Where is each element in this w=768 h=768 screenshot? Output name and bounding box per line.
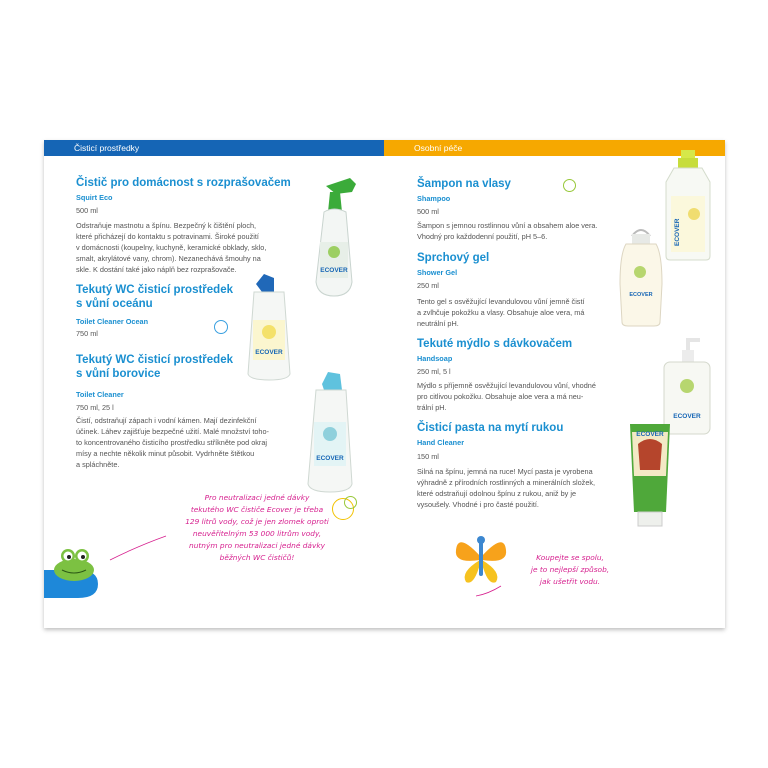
product-volume: 750 ml, 25 l [76, 403, 114, 412]
decorative-circle [214, 320, 228, 334]
product-description [76, 220, 288, 275]
brand-label: ECOVER [316, 455, 344, 462]
spray-bottle-image [306, 172, 362, 298]
product-subtitle-toilet-cleaner: Toilet Cleaner [76, 390, 124, 399]
title-line: s vůní borovice [76, 368, 161, 380]
product-title-toilet-ocean [76, 283, 233, 311]
product-subtitle-squirt-eco: Squirt Eco [76, 193, 113, 202]
toilet-cleaner-pine-image [304, 368, 356, 494]
product-volume: 750 ml [76, 329, 98, 338]
bathing-tip-note [500, 552, 640, 588]
note-line: nutným pro neutralizaci jedné dávky [189, 541, 325, 550]
description-line: a zvlhčuje pokožku a vlasy. Obsahuje aloe vera, má [417, 308, 585, 317]
product-subtitle-toilet-ocean: Toilet Cleaner Ocean [76, 317, 149, 326]
product-title-shampoo: Šampon na vlasy [417, 178, 511, 190]
product-subtitle-shower-gel: Shower Gel [417, 268, 458, 277]
product-description [76, 415, 288, 470]
product-volume: 500 ml [417, 207, 439, 216]
description-line: trální pH. [417, 403, 447, 412]
description-line: Odstraňuje mastnotu a špínu. Bezpečný k čištění ploch, [76, 221, 257, 230]
description-line: smalt, akrylátové vany, chrom). Nezanechává šmouhy na [76, 254, 261, 263]
note-line: jak ušetřit vodu. [539, 577, 601, 586]
product-volume: 500 ml [76, 206, 98, 215]
product-title-toilet-pine [76, 353, 233, 381]
description-line: Čistí, odstraňují zápach i vodní kámen. Mají dezinfekční [76, 416, 257, 425]
description-line: které přicházejí do kontaktu s potravinami. Široké použití [76, 232, 259, 241]
description-line: výhradně z přírodních rostlinných a minerálních složek, [417, 478, 596, 487]
brand-label: ECOVER [673, 413, 701, 420]
description-line: neutrální pH. [417, 319, 459, 328]
product-title-shower-gel: Sprchový gel [417, 252, 490, 264]
description-line: účinek. Láhev zajišťuje bezpečné užití. Malé množství toho- [76, 427, 269, 436]
pointer-line-icon [108, 532, 168, 562]
product-volume: 250 ml [417, 281, 439, 290]
description-line: Tento gel s osvěžující levandulovou vůní jemně čistí [417, 297, 585, 306]
product-title-spray-cleaner: Čistič pro domácnost s rozprašovačem [76, 177, 291, 189]
description-line: Vhodný pro každodenní použití, pH 5–6. [417, 232, 548, 241]
title-line: Tekutý WC čisticí prostředek [76, 284, 233, 296]
left-section-title: Čisticí prostředky [74, 143, 140, 153]
product-subtitle-shampoo: Shampoo [417, 194, 451, 203]
note-line: Koupejte se spolu, [536, 553, 604, 562]
pointer-line-icon [476, 584, 502, 598]
product-description [417, 296, 625, 329]
note-line: je to nejlepší způsob, [530, 565, 610, 574]
product-title-hand-cleaner: Čisticí pasta na mytí rukou [417, 422, 564, 434]
description-line: vysoušely. Vhodné i pro časté použití. [417, 500, 539, 509]
decorative-circle [563, 179, 576, 192]
product-description [417, 220, 629, 242]
description-line: skle. K dostání také jako náplň bez rozprašovače. [76, 265, 237, 274]
description-line: Šampon s jemnou rostlinnou vůní a obsahem aloe vera. [417, 221, 598, 230]
description-line: mísy a nechte několik minut působit. Vydrhněte štětkou [76, 449, 255, 458]
description-line: a spláchněte. [76, 460, 120, 469]
product-title-handsoap: Tekuté mýdlo s dávkovačem [417, 338, 573, 350]
shower-gel-bottle-image [618, 224, 664, 328]
note-line: běžných WC čističů! [219, 553, 295, 562]
water-saving-note [152, 492, 362, 564]
description-line: to koncentrovaného čisticího prostředku stříkněte pod okraj [76, 438, 268, 447]
product-subtitle-hand-cleaner: Hand Cleaner [417, 438, 465, 447]
brand-label: ECOVER [674, 218, 681, 246]
product-description [417, 380, 625, 413]
brand-label: ECOVER [255, 349, 283, 356]
note-line: 129 litrů vody, což je jen zlomek oproti [185, 517, 329, 526]
note-line: neuvěřitelným 53 000 litrům vody, [192, 529, 322, 538]
note-line: Pro neutralizaci jedné dávky [204, 493, 310, 502]
brand-label: ECOVER [629, 292, 653, 298]
product-volume: 150 ml [417, 452, 439, 461]
title-line: Tekutý WC čisticí prostředek [76, 354, 233, 366]
description-line: pro citlivou pokožku. Obsahuje aloe vera a má neu- [417, 392, 584, 401]
brand-label: ECOVER [636, 431, 664, 438]
left-section-header [44, 140, 384, 156]
brand-label: ECOVER [320, 267, 348, 274]
brochure-spread [44, 140, 725, 628]
frog-illustration [44, 540, 104, 602]
right-section-title: Osobní péče [414, 143, 463, 153]
description-line: v domácnosti (koupelny, kuchyně, keramické obklady, sklo, [76, 243, 267, 252]
product-volume: 250 ml, 5 l [417, 367, 451, 376]
hand-cleaner-tube-image [624, 420, 676, 530]
toilet-cleaner-ocean-image [244, 270, 294, 382]
note-line: tekutého WC čističe Ecover je třeba [190, 505, 324, 514]
description-line: které odstraňují odolnou špínu z rukou, aniž by je [417, 489, 577, 498]
description-line: Mýdlo s příjemně osvěžující levandulovou vůní, vhodné [417, 381, 596, 390]
product-description [417, 466, 625, 510]
description-line: Silná na špínu, jemná na ruce! Mycí pasta je vyrobena [417, 467, 593, 476]
title-line: s vůní oceánu [76, 298, 153, 310]
shampoo-bottle-image [664, 150, 712, 262]
product-subtitle-handsoap: Handsoap [417, 354, 453, 363]
